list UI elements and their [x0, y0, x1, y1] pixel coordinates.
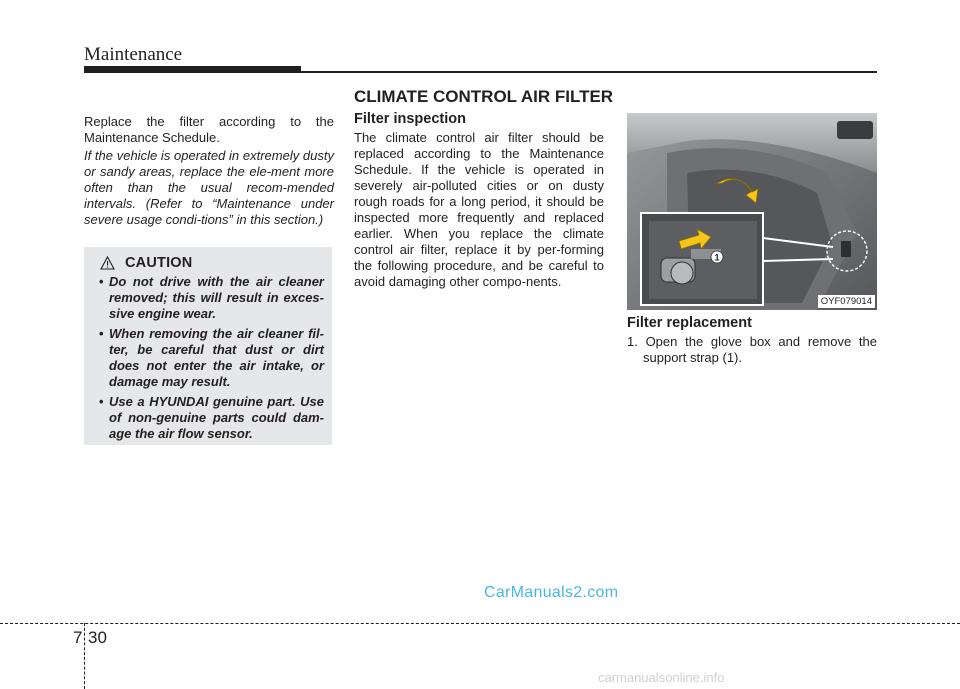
footer-vertical-divider: [84, 623, 85, 689]
section-title: CLIMATE CONTROL AIR FILTER: [354, 87, 614, 106]
header-bar-thick: [84, 66, 301, 73]
filter-replacement-heading: Filter replacement: [627, 315, 752, 331]
filter-replacement-column: [627, 315, 877, 366]
bottom-watermark-link[interactable]: carmanualsonline.info: [598, 670, 725, 685]
caution-box: [84, 247, 332, 445]
intro-note: If the vehicle is operated in extremely dusty or sandy areas, replace the ele-ment more often than the usual recom-mended intervals. (Refer to “Maintenance under severe usage condi-tions” in this section.): [84, 148, 334, 227]
page-chapter: 7: [73, 628, 83, 647]
intro-column: [84, 114, 334, 230]
filter-inspection-heading: Filter inspection: [354, 111, 466, 127]
caution-title: CAUTION: [125, 255, 193, 271]
filter-inspection-column: [354, 111, 604, 290]
caution-item: • Use a HYUNDAI genuine part. Use of non-genuine parts could dam-age the air flow sensor.: [94, 394, 324, 442]
caution-header: [100, 255, 324, 271]
warning-triangle-icon: [100, 256, 115, 270]
header-bar-thin: [301, 71, 877, 73]
page-number: 30: [88, 628, 107, 647]
caution-item: • When removing the air cleaner fil-ter, be careful that dust or dirt does not enter the air intake, or damage may result.: [94, 326, 324, 390]
header-title: Maintenance: [84, 44, 183, 65]
filter-replacement-step: 1. Open the glove box and remove the support strap (1).: [627, 334, 877, 365]
watermark-link[interactable]: CarManuals2.com: [484, 584, 619, 601]
filter-inspection-text: The climate control air filter should be replaced according to the Maintenance Schedule. If the vehicle is operated in severely air-polluted cities or on dusty rough roads for a long period, it should be inspected more frequently and replaced earlier. When you replace the climate control air filter, replace it by per-forming the following procedure, and be careful to avoid damaging other compo-nents.: [354, 130, 604, 289]
caution-item: • Do not drive with the air cleaner removed; this will result in exces-sive engine wear.: [94, 274, 324, 322]
figure-code: OYF079014: [818, 295, 875, 308]
figure-callout: 1: [714, 252, 720, 263]
filter-replacement-steps: [627, 334, 877, 366]
caution-list: [94, 274, 324, 442]
glove-box-illustration: [627, 113, 877, 310]
intro-text: Replace the filter according to the Maintenance Schedule.: [84, 114, 334, 145]
footer-divider: [0, 623, 960, 624]
glove-box-photo: [627, 113, 877, 310]
